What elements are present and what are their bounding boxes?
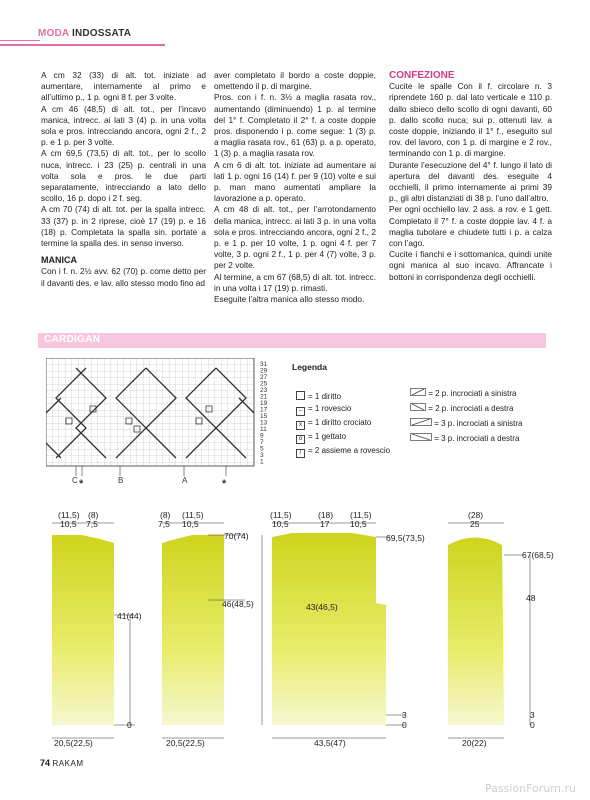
dim-label: 0	[530, 720, 535, 730]
row-number: 11	[260, 426, 267, 433]
dim-label: 41(44)	[117, 611, 142, 621]
dim-label: 70(74)	[224, 531, 249, 541]
watermark: PassionForum.ru	[485, 782, 576, 795]
paragraph: Eseguite l’altra manica allo stesso modo.	[214, 294, 365, 305]
dim-label: 7,5	[158, 519, 170, 529]
section-heading-manica: MANICA	[41, 255, 77, 266]
chart-label-a: A	[182, 476, 188, 485]
dim-label: 10,5	[272, 519, 289, 529]
paragraph: Al termine, a cm 67 (68,5) di alt. tot. intrecc. in una volta i 17 (19) p. rimasti.	[214, 271, 376, 293]
dim-label: 0	[127, 720, 132, 730]
p2tog-symbol-icon: /	[296, 449, 305, 458]
dim-label: (28)	[468, 510, 484, 520]
legend-item: = 2 p. incrociati a sinistra	[410, 388, 517, 398]
legend-item: / = 2 assieme a rovescio	[296, 446, 390, 458]
chart-grid	[46, 358, 286, 498]
dim-label: 20(22)	[462, 738, 487, 748]
knitting-chart	[46, 358, 286, 503]
section-heading-confezione: CONFEZIONE	[389, 70, 455, 81]
dim-label: (11,5)	[58, 510, 80, 520]
dim-label: (11,5)	[350, 510, 372, 520]
dim-label: (18)	[318, 510, 334, 520]
knit-symbol-icon	[296, 391, 305, 400]
row-number: 5	[260, 445, 264, 453]
dim-label: 3	[402, 710, 407, 720]
row-number: 7	[260, 439, 264, 446]
header-rule	[0, 44, 165, 46]
paragraph: Pros. con i f. n. 3½ a maglia rasata rov., aumentando (diminuendo) 1 p. al termine del 1° f. Completato il 2° f. a coste doppie pros. disponendo i p. come segue: 1 (3) p. a maglia rasata rov., 61 (63) p. a p. operato, 1 (3) p. a maglia rasata rov.	[214, 92, 376, 159]
row-number: 25	[260, 380, 268, 388]
page-number: 74	[40, 758, 51, 768]
paragraph: Con i f. n. 2½ avv. 62 (70) p. come detto per il davanti des. e lav. allo stesso modo fino ad	[41, 266, 206, 288]
dim-label: 69,5(73,5)	[386, 533, 425, 543]
magazine-name: RAKAM	[52, 759, 84, 768]
row-number: 19	[260, 400, 268, 407]
dim-label: 43,5(47)	[314, 738, 346, 748]
row-number: 1	[260, 458, 264, 466]
cross-right-2-icon	[410, 403, 426, 411]
paragraph: A cm 46 (48,5) di alt. tot., per l’incavo manica, intrecc. ai lati 3 (4) p. in una volta sola e pros. intrecciando ancora, ogni 2 f., 2 p. e 1 p. per 3 volte.	[41, 103, 206, 148]
dim-label: 46(48,5)	[222, 599, 254, 609]
dim-label: 20,5(22,5)	[166, 738, 205, 748]
row-number: 9	[260, 432, 264, 440]
paragraph: Durante l’esecuzione del 4° f. lungo il lato di apertura del davanti des. eseguite 4 occhielli, il primo internamente ai primi 39 p., gli altri distanziati di 38 p. l’uno dall’altro.	[389, 159, 552, 204]
cross-left-2-icon	[410, 388, 426, 396]
row-number: 17	[260, 406, 268, 414]
row-number: 3	[260, 452, 264, 459]
dim-label: 25	[470, 519, 480, 529]
dim-label: 10,5	[182, 519, 199, 529]
legend-item: o = 1 gettato	[296, 432, 346, 444]
purl-symbol-icon: –	[296, 407, 305, 416]
paragraph: A cm 48 di alt. tot., per l’arrotondamento della manica, intrecc. ai lati 3 p. in una volta sola e pros. intrecciando ancora, ogni 2 f., 2 p. e 1 p. per 10 volte, 1 p. ogni 4 f. per 7 volte, 3 p. ogni 2 f., 1 p. per 4 (7) volte, 3 p. per 2 volte.	[214, 204, 376, 271]
row-number: 27	[260, 374, 268, 381]
row-number: 21	[260, 393, 268, 401]
band-title: CARDIGAN	[44, 334, 101, 345]
chart-label-b: B	[118, 476, 124, 485]
dim-label: (11,5)	[270, 510, 292, 520]
dim-label: 10,5	[350, 519, 367, 529]
legend-title: Legenda	[292, 362, 327, 372]
legend-item: = 3 p. incrociati a sinistra	[410, 418, 523, 428]
legend-item: = 3 p. incrociati a destra	[410, 433, 519, 443]
dim-label: (11,5)	[182, 510, 204, 520]
paragraph: A cm 70 (74) di alt. tot. per la spalla intrecc. 33 (37) p. in 2 riprese, cioè 17 (19) p. e 16 (18) p. Completata la spalla sin. portate a termine la spalla des. in senso inverso.	[41, 204, 206, 249]
legend	[292, 362, 327, 372]
legend-item: x = 1 diritto crociato	[296, 418, 371, 430]
dim-label: (8)	[88, 510, 99, 520]
row-number: 23	[260, 387, 268, 394]
chart-star: *	[79, 478, 84, 490]
dim-label: 48	[526, 593, 536, 603]
dim-label: 10,5	[60, 519, 77, 529]
text-column-1	[41, 70, 206, 289]
dim-label: 0	[402, 720, 407, 730]
dim-label: 20,5(22,5)	[54, 738, 93, 748]
paragraph: aver completato il bordo a coste doppie, omettendo il p. di margine.	[214, 70, 376, 92]
text-column-2	[214, 70, 376, 305]
dim-label: 43(46,5)	[306, 602, 338, 612]
dim-label: 3	[530, 710, 535, 720]
row-number: 15	[260, 413, 268, 420]
header-rule-top	[0, 40, 40, 41]
paragraph: A cm 32 (33) di alt. tot. iniziate ad aumentare, internamente al primo e all’ultimo p., 1 p. ogni 8 f. per 3 volte.	[41, 70, 206, 103]
page-footer	[40, 758, 83, 768]
paragraph: A cm 69,5 (73,5) di alt. tot., per lo scollo nuca, intrecc. i 23 (25) p. centrali in una volta sola e pros. le due parti separatamente, intrecciando a lato dello scollo, 16 p. dopo i 2 f. seg.	[41, 148, 206, 204]
text-column-3	[389, 70, 552, 283]
header-section: MODA	[38, 28, 69, 39]
chart-label-c: C	[72, 476, 78, 485]
row-number: 31	[260, 361, 268, 368]
section-band	[38, 333, 546, 348]
paragraph: Cucite i fianchi e i sottomanica, quindi unite ogni manica al suo incavo. Affrancate i bottoni in corrispondenza degli occhielli.	[389, 249, 552, 282]
schematics-svg	[30, 505, 560, 750]
dim-label: 67(68,5)	[522, 550, 554, 560]
row-number: 13	[260, 419, 268, 427]
page-header	[38, 28, 131, 39]
dim-label: 17	[320, 519, 330, 529]
yarn-over-symbol-icon: o	[296, 435, 305, 444]
twisted-knit-symbol-icon: x	[296, 421, 305, 430]
garment-schematics	[30, 505, 560, 755]
legend-item: – = 1 rovescio	[296, 404, 351, 416]
legend-item: = 1 diritto	[296, 391, 341, 401]
legend-item: = 2 p. incrociati a destra	[410, 403, 513, 413]
paragraph: Per ogni occhiello lav. 2 ass. a rov. e 1 gett. Completato il 7° f. a coste doppie lav. 4 f. a maglia tubolare e chiudete tutti i p. a calza con l’ago.	[389, 204, 552, 249]
cross-right-3-icon	[410, 433, 432, 441]
cross-left-3-icon	[410, 418, 432, 426]
header-subsection: INDOSSATA	[71, 28, 132, 39]
chart-star: *	[222, 478, 227, 490]
dim-label: (8)	[160, 510, 171, 520]
paragraph: A cm 6 di alt. tot. iniziate ad aumentare ai lati 1 p. ogni 16 (14) f. per 9 (10) volte e sui p. man mano aumentati ampliare la lavorazione a p. operato.	[214, 159, 376, 204]
dim-label: 7,5	[86, 519, 98, 529]
paragraph: Cucite le spalle Con il f. circolare n. 3 riprendete 160 p. dal lato verticale e 110 p. dallo sbieco dello scollo di ogni davanti, 60 p. dallo scollo nuca; sui p. ottenuti lav. a coste doppie, iniziando il 1° f., eseguito sul rov. del lavoro, con 1 p. di margine e 2 rov., terminando con 1 p. di margine.	[389, 81, 552, 159]
row-number: 29	[260, 367, 268, 375]
